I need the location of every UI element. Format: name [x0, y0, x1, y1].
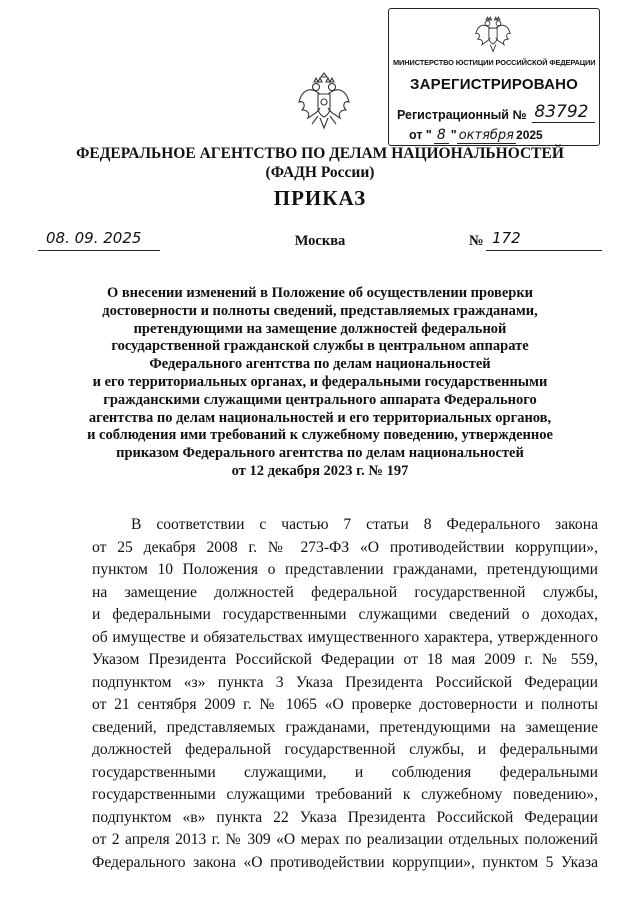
stamp-eagle-icon — [473, 13, 513, 57]
stamp-ministry-name: МИНИСТЕРСТВО ЮСТИЦИИ РОССИЙСКОЙ ФЕДЕРАЦИИ — [393, 58, 596, 67]
body-line: пунктом 10 Положения о представлении гражданами, претендующими — [92, 561, 598, 578]
stamp-date-year: 2025 — [516, 128, 543, 142]
body-line: от 25 декабря 2008 г. № 273-ФЗ «О противодействии коррупции», — [92, 538, 598, 556]
document-type: ПРИКАЗ — [273, 186, 367, 210]
stamp-date-line: от " 8 " октября 2025 — [409, 127, 543, 143]
title-line: Федерального агентства по делам национальностей — [149, 356, 491, 373]
title-line: государственной гражданской службы в центральном аппарате — [111, 338, 529, 355]
title-line: от 12 декабря 2023 г. № 197 — [231, 462, 409, 479]
body-line: Указом Президента Российской Федерации от 18 мая 2009 г. № 559, — [92, 651, 598, 668]
order-number: 172 — [486, 229, 602, 251]
stamp-date-month: октября — [458, 128, 515, 143]
order-city: Москва — [294, 233, 346, 249]
body-line: В соответствии с частью 7 статьи 8 Федерального закона — [131, 516, 598, 533]
body-line: Федерального закона «О противодействии коррупции», пунктом 5 Указа — [92, 853, 598, 871]
stamp-date-prefix: от — [409, 128, 423, 142]
stamp-registration-number-line — [397, 104, 595, 125]
body-line: на замещение должностей федеральной государственной службы, — [92, 583, 598, 601]
document-body — [92, 514, 598, 874]
body-line: от 21 сентября 2009 г. № 1065 «О проверке достоверности и полноты — [92, 696, 598, 713]
body-line: должностей федеральной государственной службы, и федеральными — [92, 741, 598, 758]
body-line: государственными служащими, и соблюдения федеральными — [92, 763, 598, 781]
body-line: государственными служащими требований к служебному поведению», — [92, 786, 598, 803]
order-number-label: № — [469, 233, 484, 249]
stamp-registration-number: 83792 — [532, 102, 594, 123]
body-line: и федеральными государственными служащими сведений о доходах, — [92, 606, 598, 623]
agency-name: ФЕДЕРАЛЬНОЕ АГЕНТСТВО ПО ДЕЛАМ НАЦИОНАЛЬНОСТЕЙ — [76, 145, 564, 162]
title-line: достоверности и полноты сведений, представляемых гражданами, — [102, 302, 538, 319]
order-date: 08. 09. 2025 — [38, 229, 160, 251]
registration-stamp — [388, 8, 600, 146]
body-line: подпунктом «з» пункта 3 Указа Президента Российской Федерации — [92, 673, 598, 691]
body-line: об имуществе и обязательствах имущественного характера, утвержденного — [92, 628, 598, 646]
body-line: сведений, представляемых гражданами, претендующими на замещение — [92, 718, 598, 736]
title-line: претендующими на замещение должностей федеральной — [133, 320, 507, 337]
title-line: гражданскими служащими центрального аппарата Федерального — [103, 391, 537, 408]
title-line: и его территориальных органах, и федеральными государственными — [92, 373, 548, 390]
agency-short-name: (ФАДН России) — [265, 164, 375, 181]
title-line: О внесении изменений в Положение об осуществлении проверки — [106, 285, 534, 301]
double-headed-eagle-icon — [296, 72, 352, 136]
document-title — [70, 285, 570, 481]
title-line: агентства по делам национальностей и его территориальных органов, — [88, 409, 552, 426]
title-line: приказом Федерального агентства по делам национальностей — [116, 445, 524, 462]
stamp-date-day: 8 — [434, 127, 449, 144]
stamp-registered-label: ЗАРЕГИСТРИРОВАНО — [409, 76, 579, 93]
body-line: от 2 апреля 2013 г. № 309 «О мерах по реализации отдельных положений — [92, 831, 598, 848]
stamp-emblem-icon — [473, 13, 513, 57]
stamp-registration-label: Регистрационный № — [397, 108, 527, 122]
coat-of-arms-emblem — [296, 72, 352, 136]
title-line: и соблюдения ими требований к служебному поведению, утвержденное — [87, 427, 553, 444]
body-line: подпунктом «в» пункта 22 Указа Президента Российской Федерации — [92, 808, 598, 826]
